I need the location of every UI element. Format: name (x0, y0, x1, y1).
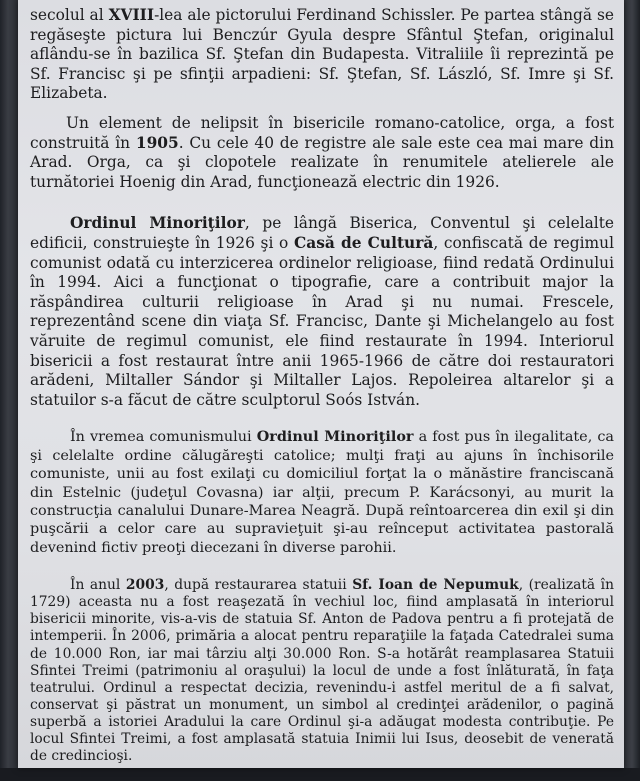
bold-order-name: Ordinul Minoriţilor (70, 214, 245, 233)
paragraph-order-house (30, 214, 614, 410)
text-segment: Un element de nelipsit în bisericile romano-catolice, orga, a fost construită în (30, 113, 614, 152)
text-segment: , (realizată în 1729) aceasta nu a fost reaşezată în vechiul loc, fiind amplasată în interiorul bisericii minorite, vis-a-vis de statuia Sf. Anton de Padova pentru a fi protejată de intemperii. În 2006, primăria a alocat pentru reparaţiile la faţada Catedralei suma de 10.000 Ron, iar mai târziu alţi 30.000 Ron. S-a hotărât reamplasarea Statuii Sfintei Treimi (patrimoniu al oraşului) la locul de unde a fost înlăturată, în faţa teatrului. Ordinul a respectat decizia, revenindu-i astfel meritul de a fi salvat, conservat şi păstrat un monument, un simbol al credinţei arădenilor, o pagină superbă a istoriei Aradului la care Ordinul şi-a adăugat modesta contribuţie. Pe locul Sfintei Treimi, a fost amplasată statuia Inimii lui Isus, deosebit de venerată de credincioşi. (30, 577, 614, 765)
text-segment: , după restaurarea statuii (164, 577, 353, 594)
text-segment: . Cu cele 40 de registre ale sale este cea mai mare din Arad. Orga, ca şi clopotele realizate în renumitele atelierele ale turnătoriei Hoenig din Arad, funcţionează electric din 1926. (30, 133, 614, 191)
bold-order-name: Ordinul Minoriţilor (256, 428, 414, 446)
text-segment: -lea ale pictorului Ferdinand Schissler. Pe partea stângă se regăseşte pictura lui Benczúr Gyula despre Sfântul Ştefan, originalul aflându-se în bazilica Sf. Ştefan din Budapesta. Vitraliile îi reprezintă pe Sf. Francisc şi pe sfinţii arpadieni: Sf. Ştefan, Sf. László, Sf. Imre şi Sf. Elizabeta. (30, 6, 614, 103)
text-segment: În anul (70, 577, 126, 594)
document-body (30, 6, 614, 765)
bold-year-1905: 1905 (135, 133, 179, 152)
paragraph-paintings (30, 6, 614, 104)
text-panel (18, 0, 624, 768)
text-segment: secolul al (30, 6, 109, 24)
paragraph-communism (30, 428, 614, 557)
text-segment: a fost pus în ilegalitate, ca şi celelalte ordine călugăreşti catolice; mulţi fraţi au ajuns în închisorile comuniste, unii au fost exilaţi cu domiciliul forţat la o mănăstire franciscană din Estelnic (judeţul Covasna) iar alţii, precum P. Karácsonyi, au murit la construcţia canalului Dunare-Marea Neagră. După reîntoarcerea din exil şi din puşcării a celor care au supravieţuit şi-au reînceput activitatea pastorală devenind fictiv preoţi diecezani în diverse parohii. (30, 429, 614, 556)
bold-century: XVIII (108, 6, 155, 24)
bold-year-2003: 2003 (125, 577, 165, 594)
bold-saint-name: Sf. Ioan de Nepumuk (352, 577, 519, 594)
bold-culture-house: Casă de Cultură (293, 233, 434, 252)
text-segment: În vremea comunismului (70, 429, 257, 446)
frame-bottom-edge (0, 768, 640, 781)
paragraph-restoration (30, 577, 614, 765)
paragraph-organ (30, 114, 614, 192)
text-segment: , confiscată de regimul comunist odată cu interzicerea ordinelor religioase, fiind redată Ordinului în 1994. Aici a funcţionat o tipografie, care a contribuit major la răspândirea culturii religioase în Arad şi nu numai. Frescele, reprezentând scene din viaţa Sf. Francisc, Dante şi Michelangelo au fost văruite de regimul comunist, ele fiind restaurate în 1994. Interiorul bisericii a fost restaurat între anii 1965-1966 de către doi restauratori arădeni, Miltaller Sándor şi Miltaller Lajos. Repoleirea altarelor şi a statuilor s-a făcut de către sculptorul Soós István. (30, 233, 614, 409)
text-segment: , pe lângă Biserica, Conventul şi celelalte edificii, construieşte în 1926 şi o (30, 214, 615, 252)
